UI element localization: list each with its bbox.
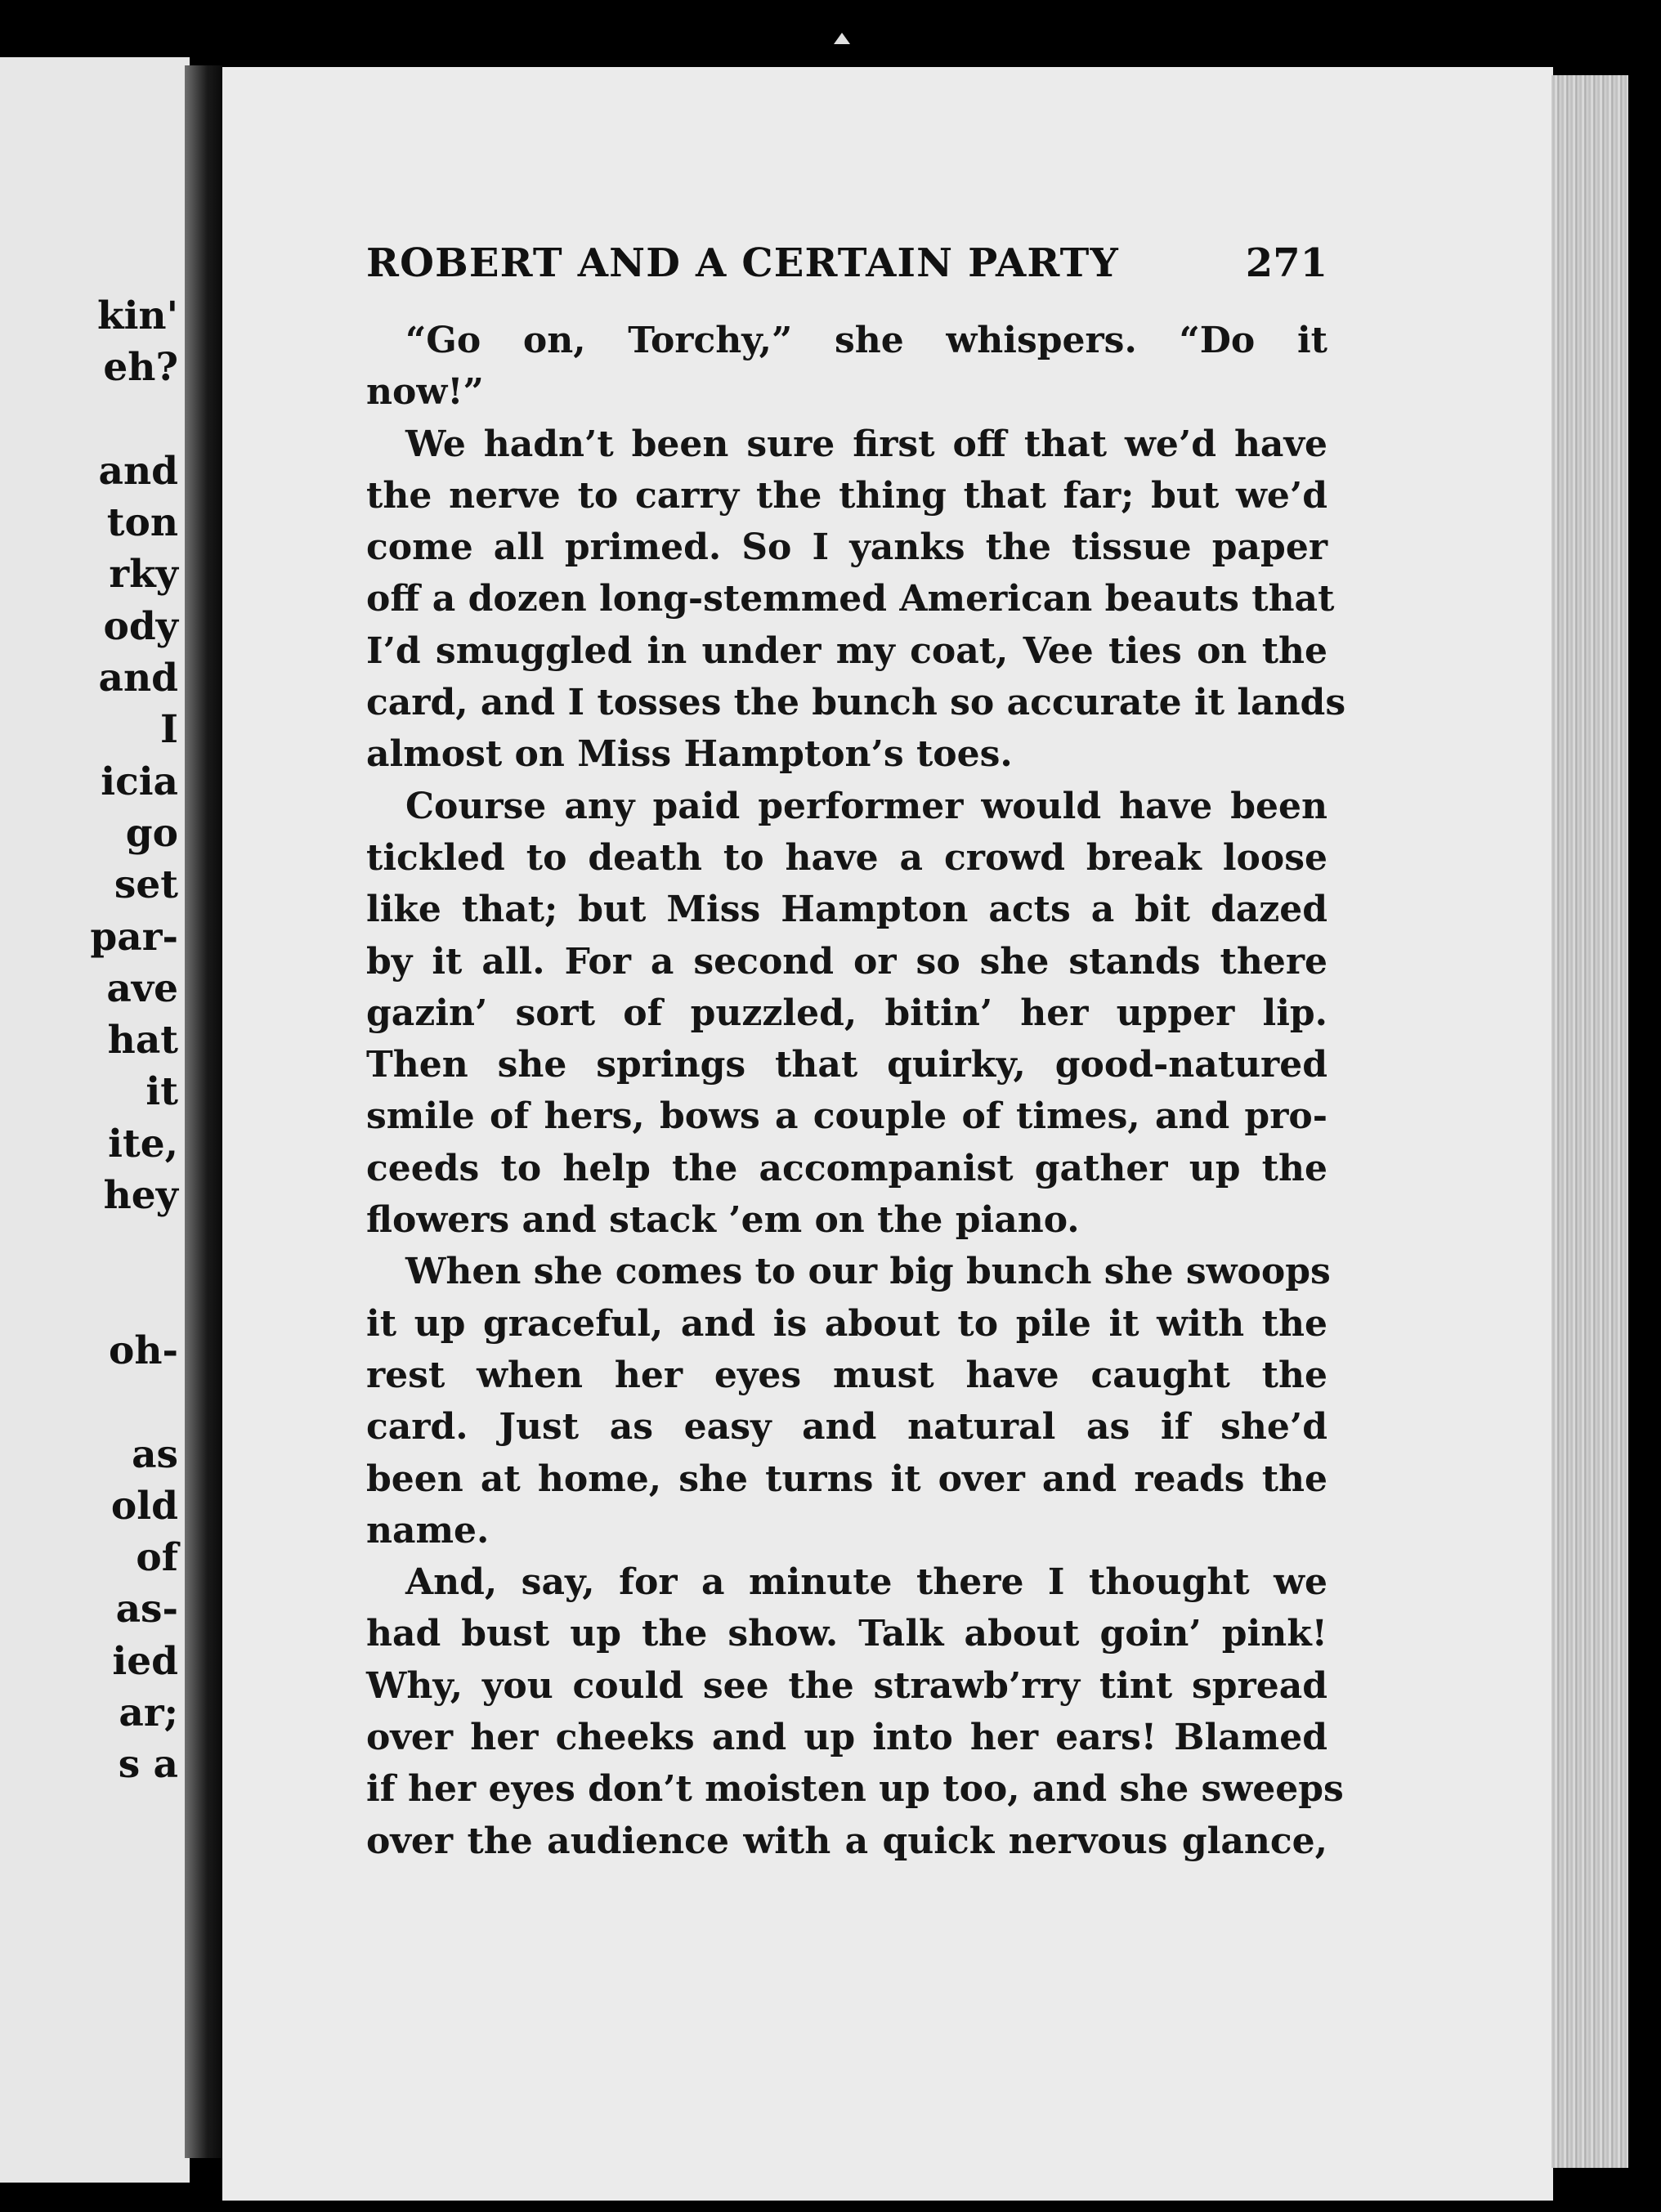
page-edges bbox=[1551, 75, 1628, 2168]
text-line: now!” bbox=[366, 371, 484, 414]
text-line: rest when her eyes must have caught the bbox=[366, 1354, 1327, 1396]
previous-page-fragment: ave bbox=[106, 965, 178, 1011]
text-line: almost on Miss Hampton’s toes. bbox=[366, 733, 1013, 776]
text-line: I’d smuggled in under my coat, Vee ties on the bbox=[366, 629, 1327, 672]
text-line: over the audience with a quick nervous glance, bbox=[366, 1820, 1327, 1862]
text-line: if her eyes don’t moisten up too, and she sweeps bbox=[366, 1768, 1344, 1811]
previous-page-fragment: ite, bbox=[108, 1121, 178, 1166]
previous-page-fragment bbox=[90, 1221, 178, 1273]
text-line: gazin’ sort of puzzled, bitin’ her upper lip. bbox=[366, 992, 1327, 1034]
text-line: Course any paid performer would have been bbox=[405, 785, 1327, 827]
previous-page-fragment: it bbox=[146, 1069, 178, 1115]
previous-page-fragment: icia bbox=[101, 759, 178, 804]
previous-page-fragment: hey bbox=[103, 1173, 178, 1219]
previous-page-fragment bbox=[90, 394, 178, 446]
previous-page-fragment: ody bbox=[103, 603, 178, 649]
previous-page-fragment: as bbox=[132, 1431, 178, 1477]
page-body-text bbox=[366, 315, 1346, 1867]
running-head: ROBERT AND A CERTAIN PARTY bbox=[366, 240, 1120, 286]
previous-page-fragment: of bbox=[136, 1535, 178, 1581]
text-line: tickled to death to have a crowd break loose bbox=[366, 836, 1327, 879]
book-gutter bbox=[185, 65, 222, 2158]
text-line: name. bbox=[366, 1509, 490, 1552]
previous-page-fragment: and bbox=[98, 656, 178, 701]
previous-page-fragment: set bbox=[114, 862, 178, 908]
previous-page bbox=[0, 57, 190, 2183]
previous-page-fragment: ar; bbox=[119, 1690, 178, 1736]
previous-page-fragment: and bbox=[98, 448, 178, 494]
previous-page-fragment: as- bbox=[115, 1587, 178, 1632]
previous-page-fragment: hat bbox=[107, 1018, 178, 1063]
text-line: like that; but Miss Hampton acts a bit dazed bbox=[366, 889, 1327, 931]
text-line: ceeds to help the accompanist gather up the bbox=[366, 1147, 1327, 1189]
previous-page-text-fragments bbox=[90, 290, 178, 1791]
previous-page-fragment bbox=[90, 1274, 178, 1325]
previous-page-fragment: kin' bbox=[97, 293, 178, 338]
text-line: Then she springs that quirky, good-natured bbox=[366, 1044, 1327, 1086]
page-number: 271 bbox=[1245, 240, 1327, 286]
text-line: smile of hers, bows a couple of times, and pro- bbox=[366, 1095, 1327, 1138]
previous-page-fragment: go bbox=[125, 810, 178, 856]
text-line: Why, you could see the strawb’rry tint spread bbox=[366, 1664, 1327, 1707]
text-line: When she comes to our big bunch she swoops bbox=[405, 1251, 1331, 1293]
previous-page-fragment: ied bbox=[112, 1638, 178, 1684]
previous-page-fragment: I bbox=[160, 707, 178, 753]
previous-page-fragment bbox=[90, 1377, 178, 1428]
text-line: had bust up the show. Talk about goin’ pink! bbox=[366, 1613, 1327, 1655]
previous-page-fragment: s a bbox=[118, 1742, 178, 1788]
text-line: over her cheeks and up into her ears! Blamed bbox=[366, 1717, 1327, 1759]
previous-page-fragment: rky bbox=[109, 552, 178, 598]
text-line: And, say, for a minute there I thought we bbox=[405, 1561, 1327, 1604]
text-line: card, and I tosses the bunch so accurate it lands bbox=[366, 682, 1346, 724]
text-line: been at home, she turns it over and reads the bbox=[366, 1458, 1327, 1500]
text-line: the nerve to carry the thing that far; but we’d bbox=[366, 474, 1327, 517]
previous-page-fragment: old bbox=[110, 1483, 178, 1529]
text-line: We hadn’t been sure first off that we’d have bbox=[405, 423, 1327, 465]
text-line: by it all. For a second or so she stands there bbox=[366, 940, 1327, 983]
text-line: off a dozen long-stemmed American beauts that bbox=[366, 578, 1335, 620]
previous-page-fragment: par- bbox=[90, 914, 178, 960]
text-line: it up graceful, and is about to pile it with the bbox=[366, 1302, 1327, 1345]
text-line: “Go on, Torchy,” she whispers. “Do it bbox=[405, 320, 1327, 361]
previous-page-fragment: ton bbox=[106, 500, 178, 546]
text-line: card. Just as easy and natural as if she’d bbox=[366, 1406, 1327, 1449]
text-line: flowers and stack ’em on the piano. bbox=[366, 1199, 1080, 1242]
text-line: come all primed. So I yanks the tissue paper bbox=[366, 526, 1327, 569]
previous-page-fragment: eh? bbox=[103, 345, 178, 391]
page-header bbox=[366, 240, 1327, 298]
previous-page-fragment: oh- bbox=[108, 1328, 178, 1373]
scan-registration-mark bbox=[834, 33, 850, 44]
